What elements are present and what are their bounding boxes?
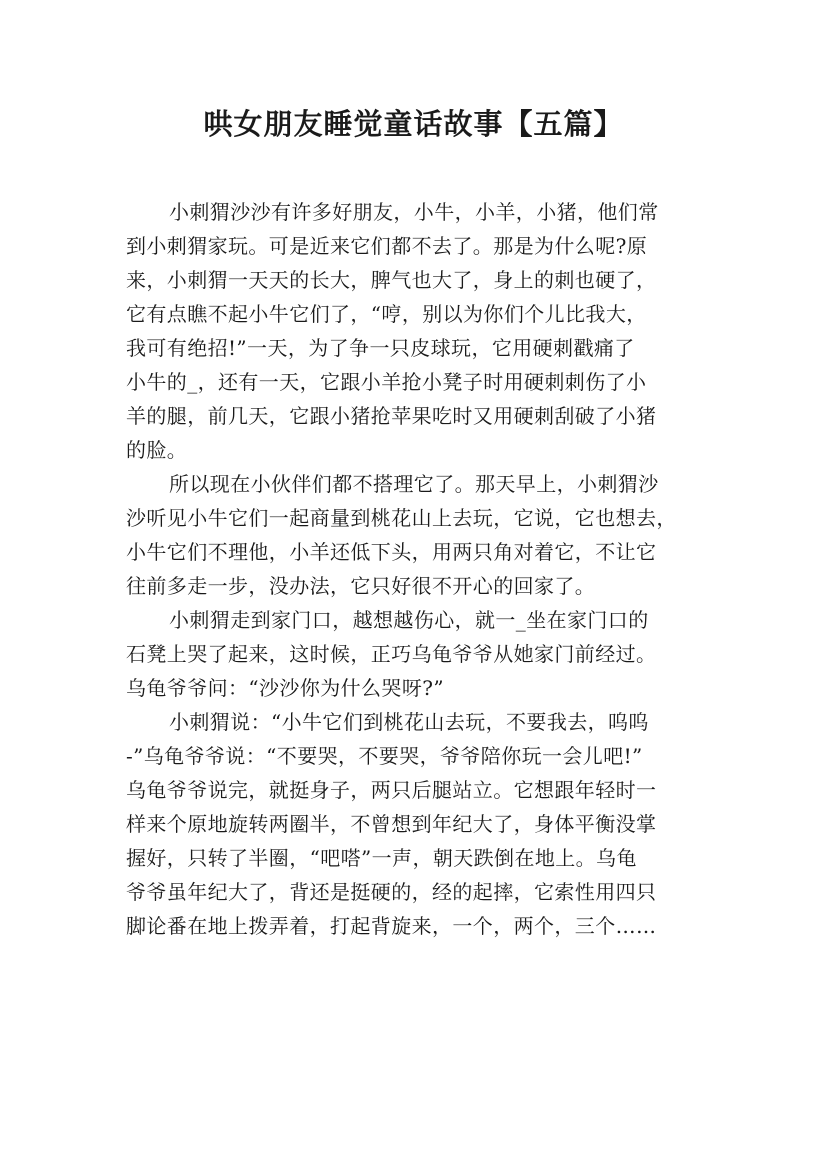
text-line: 握好，只转了半圈，“吧嗒”一声，朝天跌倒在地上。乌龟 (126, 846, 637, 870)
text-line: 乌龟爷爷说完，就挺身子，两只后腿站立。它想跟年轻时一 (126, 778, 657, 802)
paragraph-4 (126, 705, 716, 943)
text-line: -”乌龟爷爷说：“不要哭，不要哭，爷爷陪你玩一会儿吧!” (126, 744, 643, 768)
paragraph-3 (126, 603, 716, 705)
paragraph-1 (126, 195, 716, 467)
text-line: 样来个原地旋转两圈半，不曾想到年纪大了，身体平衡没掌 (126, 812, 657, 836)
text-line: 小牛它们不理他，小羊还低下头，用两只角对着它，不让它 (126, 540, 657, 564)
paragraph-2 (126, 467, 716, 603)
text-line: 小刺猬说：“小牛它们到桃花山去玩，不要我去，呜呜 (169, 710, 649, 734)
text-line: 小刺猬沙沙有许多好朋友，小牛，小羊，小猪，他们常 (169, 200, 659, 224)
text-line: 羊的腿，前几天，它跟小猪抢苹果吃时又用硬刺刮破了小猪 (126, 404, 657, 428)
document-body (126, 195, 716, 943)
text-line: 小牛的_，还有一天，它跟小羊抢小凳子时用硬刺刺伤了小 (126, 370, 647, 394)
text-line: 它有点瞧不起小牛它们了，“哼，别以为你们个儿比我大， (126, 302, 647, 326)
text-line: 小刺猬走到家门口，越想越伤心，就一_坐在家门口的 (169, 608, 649, 632)
text-line: 往前多走一步，没办法，它只好很不开心的回家了。 (126, 574, 596, 598)
text-line: 爷爷虽年纪大了，背还是挺硬的，经的起摔，它索性用四只 (126, 880, 657, 904)
document-title: 哄女朋友睡觉童话故事【五篇】 (203, 107, 624, 141)
text-line: 我可有绝招!”一天，为了争一只皮球玩，它用硬刺戳痛了 (126, 336, 635, 360)
text-line: 来，小刺猬一天天的长大，脾气也大了，身上的刺也硬了， (126, 268, 657, 292)
text-line: 脚论番在地上拨弄着，打起背旋来，一个，两个，三个…… (126, 914, 657, 938)
text-line: 到小刺猬家玩。可是近来它们都不去了。那是为什么呢?原 (126, 234, 648, 258)
text-line: 石凳上哭了起来，这时候，正巧乌龟爷爷从她家门前经过。 (126, 642, 657, 666)
text-line: 乌龟爷爷问：“沙沙你为什么哭呀?” (126, 676, 444, 700)
text-line: 沙听见小牛它们一起商量到桃花山上去玩，它说，它也想去， (126, 506, 677, 530)
text-line: 所以现在小伙伴们都不搭理它了。那天早上，小刺猬沙 (169, 472, 659, 496)
text-line: 的脸。 (126, 438, 188, 462)
